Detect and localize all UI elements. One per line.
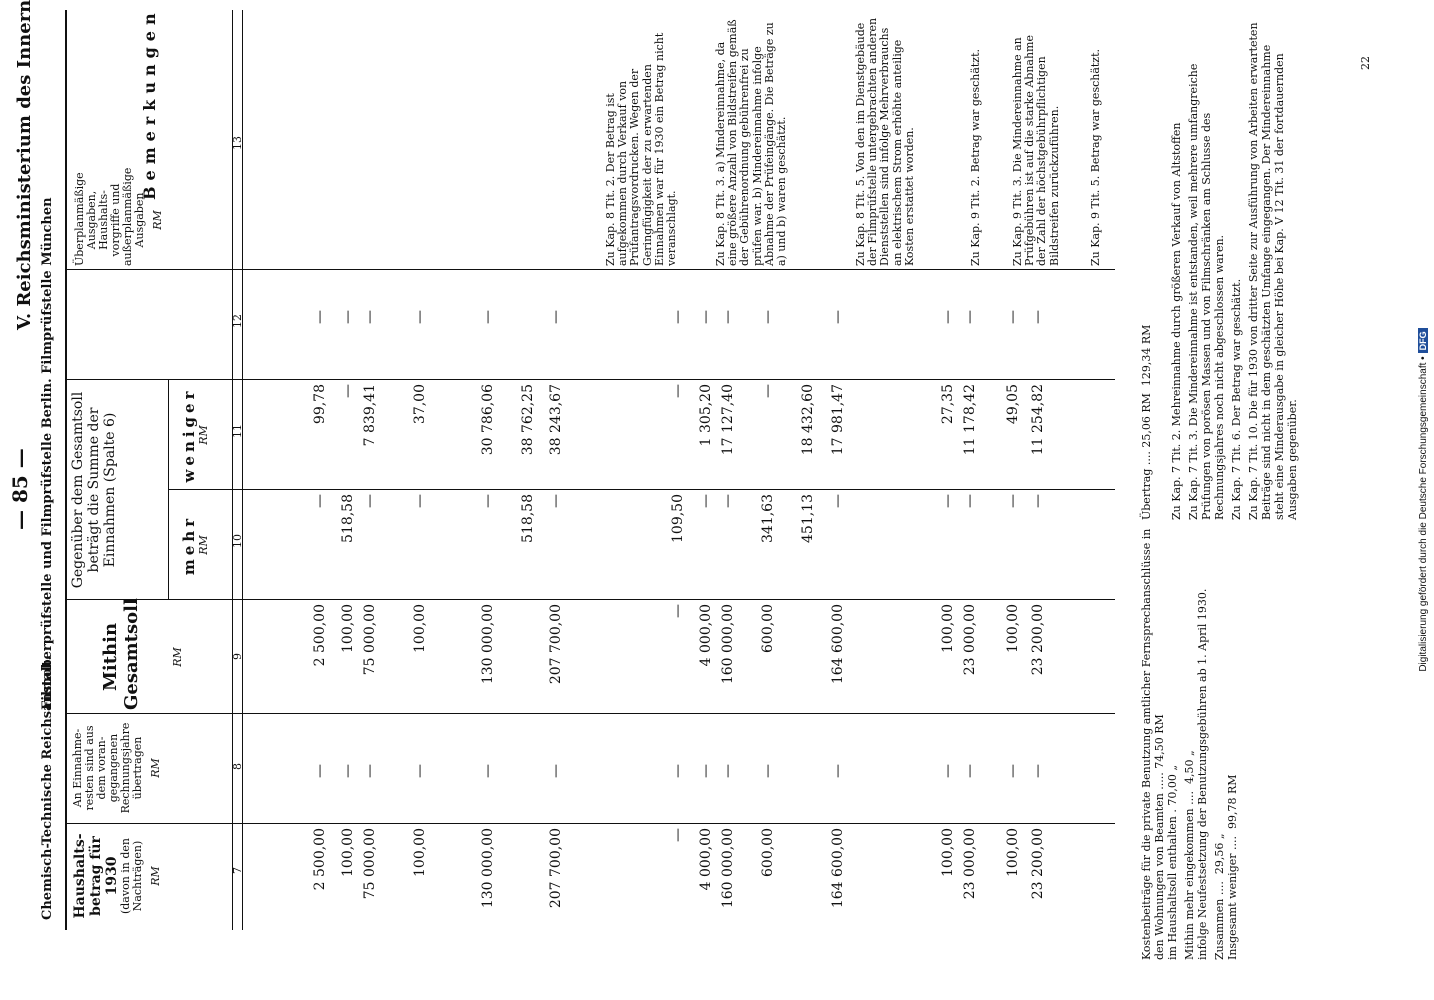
- cell-c9: —: [670, 604, 686, 618]
- cell-c10: 109,50: [670, 494, 686, 543]
- cell-c8: —: [1030, 764, 1046, 778]
- col-line-10-11: [168, 489, 1115, 490]
- colnum-7: 7: [231, 867, 244, 874]
- col-line-8-9: [65, 713, 1115, 714]
- cell-c11: 11 254,82: [1030, 384, 1046, 456]
- col10-header: mehr RM: [180, 514, 210, 576]
- cell-c11: 38 243,67: [548, 384, 564, 456]
- col8-header: An Einnahme-resten sind aus dem voran-gegangenen Rechnungsjahre übertragen RM: [71, 722, 162, 814]
- footer-right-block: Zu Kap. 7 Tit. 2. Mehreinnahme durch größeren Verkauf von Altstoffen Zu Kap. 7 Tit. 3. Die Mindereinnahme ist entstanden, weil mehrere umfangreiche Prüfungen von porösen Massen und von Filmschränken am Schlusse des Rechnungsjahres noch nicht abgeschlossen waren. Zu Kap. 7 Tit. 6. Der Betrag war geschätzt. Zu Kap. 7 Tit. 10. Die für 1930 von dritter Seite zur Ausführung von Arbeiten erwarteten Beiträge sind nicht in dem geschätzten Umfange eingegangen. Der Mindereinnahme steht eine Minderausgabe in gleicher Höhe bei Kap. V 12 Tit. 31 der fortdauernden Ausgaben gegenüber.: [1170, 22, 1299, 520]
- cell-c10: —: [698, 494, 714, 508]
- cell-c7: 164 600,00: [830, 828, 846, 909]
- cell-c12: —: [312, 310, 328, 324]
- cell-c8: —: [830, 764, 846, 778]
- page-number: — 85 —: [8, 448, 32, 530]
- col7-header: Haushalts-betrag für 1930 (davon in den Nachträgen) RM: [72, 833, 162, 919]
- cell-c7: 4 000,00: [698, 828, 714, 891]
- cell-c7: 600,00: [760, 828, 776, 877]
- cell-c10: 451,13: [800, 494, 816, 543]
- cell-c9: 164 600,00: [830, 604, 846, 685]
- cell-c10: —: [962, 494, 978, 508]
- cell-c10: —: [940, 494, 956, 508]
- cell-c10: —: [1030, 494, 1046, 508]
- col-line-11-12: [65, 379, 1115, 380]
- cell-c7: 23 000,00: [962, 828, 978, 900]
- cell-c9: 2 500,00: [312, 604, 328, 667]
- remark-kap8-tit3: Zu Kap. 8 Tit. 3. a) Mindereinnahme, da eine größere Anzahl von Bildstreifen gemäß der Gebührenordnung gebührenfrei zu prüfen war. b) Mindereinnahme infolge Abnahme der Prüfeingänge. Die Beträge zu a) und b) waren geschätzt.: [714, 19, 789, 266]
- colnum-9: 9: [231, 653, 244, 660]
- cell-c9: 600,00: [760, 604, 776, 653]
- colnum-13: 13: [231, 136, 244, 150]
- cell-c11: 38 762,25: [520, 384, 536, 456]
- cell-c11: 7 839,41: [362, 384, 378, 447]
- footer-left-block: Kostenbeiträge für die private Benutzung amtlicher Fernsprechanschlüsse in den Wohnungen von Beamten ..... 74,50 RM im Haushaltsoll enthalten . 70,00 „ Mithin mehr eingekommen .... 4,50 „ infolge Neufestsetzung der Benutzungsgebühren ab 1. April 1930. Zusammen .... 29,56 „ Insgesamt weniger .... 99,78 RM: [1140, 528, 1239, 960]
- cell-c12: —: [340, 310, 356, 324]
- cell-c11: 30 786,06: [480, 384, 496, 456]
- col-line-7-8: [65, 823, 1115, 824]
- cell-c8: —: [480, 764, 496, 778]
- cell-c8: —: [1005, 764, 1021, 778]
- cell-c8: —: [720, 764, 736, 778]
- cell-c7: 2 500,00: [312, 828, 328, 891]
- cell-c10: —: [412, 494, 428, 508]
- cell-c11: 49,05: [1005, 384, 1021, 425]
- cell-c10: 341,63: [760, 494, 776, 543]
- cell-c11: 17 127,40: [720, 384, 736, 456]
- cell-c10: 518,58: [520, 494, 536, 543]
- cell-c11: 37,00: [412, 384, 428, 425]
- cell-c10: —: [1005, 494, 1021, 508]
- remark-kap8-tit2: Zu Kap. 8 Tit. 2. Der Betrag ist aufgekommen durch Verkauf von Prüfantragsvordrucken. Wegen der Geringfügigkeit der zu erwartenden Einnahmen war für 1930 ein Betrag nicht veranschlagt.: [604, 32, 679, 266]
- cell-c12: —: [1030, 310, 1046, 324]
- cell-c12: —: [698, 310, 714, 324]
- cell-c11: 18 432,60: [800, 384, 816, 456]
- cell-c9: 160 000,00: [720, 604, 736, 685]
- cell-c9: 23 200,00: [1030, 604, 1046, 676]
- remark-kap9-tit3: Zu Kap. 9 Tit. 3. Die Mindereinnahme an Prüfgebühren ist auf die starke Abnahme der Zahl der höchstgebührpflichtigen Bildstreifen zurückzuführen.: [1011, 35, 1061, 266]
- c10-11-split: [168, 380, 169, 600]
- cell-c7: 23 200,00: [1030, 828, 1046, 900]
- cell-c11: —: [340, 384, 356, 398]
- cell-c8: —: [962, 764, 978, 778]
- cell-c11: —: [760, 384, 776, 398]
- cell-c12: —: [670, 310, 686, 324]
- remark-kap9-tit2: Zu Kap. 9 Tit. 2. Betrag war geschätzt.: [969, 48, 982, 266]
- cell-c12: —: [830, 310, 846, 324]
- cell-c9: 100,00: [1005, 604, 1021, 653]
- col-line-12-13: [65, 269, 1115, 270]
- cell-c8: —: [362, 764, 378, 778]
- cell-c9: 23 000,00: [962, 604, 978, 676]
- cell-c10: —: [720, 494, 736, 508]
- header-left-title: Chemisch-Technische Reichsanstalt.: [40, 655, 55, 920]
- cell-c12: —: [760, 310, 776, 324]
- header-right-title: V. Reichsministerium des Innern: [14, 0, 35, 330]
- dfg-note: Digitalisierung gefördert durch die Deutsche Forschungsgemeinschaft •DFG: [1418, 0, 1429, 1000]
- cell-c10: —: [480, 494, 496, 508]
- cell-c9: 100,00: [340, 604, 356, 653]
- cell-c8: —: [760, 764, 776, 778]
- dfg-logo: DFG: [1418, 328, 1428, 353]
- colnum-8: 8: [231, 763, 244, 770]
- cell-c7: 75 000,00: [362, 828, 378, 900]
- colnum-11: 11: [231, 424, 244, 438]
- cell-c10: —: [830, 494, 846, 508]
- col12-header: Überplanmäßige Ausgaben, Haushalts-vorgriffe und außerplanmäßige Ausgaben RM: [73, 167, 164, 266]
- cell-c8: —: [312, 764, 328, 778]
- cell-c7: —: [670, 828, 686, 842]
- colnum-10: 10: [231, 534, 244, 548]
- side-margin: [1418, 0, 1434, 1000]
- footer-page-number: 22: [1359, 56, 1372, 70]
- cell-c12: —: [412, 310, 428, 324]
- footer-uebertrag: Übertrag .... 25,06 RM 129,34 RM: [1140, 324, 1153, 520]
- cell-c10: —: [362, 494, 378, 508]
- cell-c12: —: [720, 310, 736, 324]
- table-top-rule: [65, 10, 67, 930]
- col11-header: weniger RM: [180, 387, 210, 483]
- cell-c11: 99,78: [312, 384, 328, 425]
- cell-c7: 130 000,00: [480, 828, 496, 909]
- remark-kap9-tit5: Zu Kap. 9 Tit. 5. Betrag war geschätzt.: [1089, 48, 1102, 266]
- cell-c7: 100,00: [940, 828, 956, 877]
- col-line-9-10: [65, 599, 1115, 600]
- remark-kap8-tit5: Zu Kap. 8 Tit. 5. Von den im Dienstgebäude der Filmprüfstelle untergebrachten anderen Dienststellen sind infolge Mehrverbrauchs an elektrischem Strom erhöhte anteilige Kosten erstattet worden.: [854, 17, 916, 266]
- col10-11-header: Gegenüber dem Gesamtsoll beträgt die Summe der Einnahmen (Spalte 6): [70, 391, 118, 589]
- cell-c11: 1 305,20: [698, 384, 714, 447]
- cell-c10: 518,58: [340, 494, 356, 543]
- cell-c12: —: [940, 310, 956, 324]
- cell-c10: —: [548, 494, 564, 508]
- cell-c8: —: [698, 764, 714, 778]
- cell-c9: 100,00: [412, 604, 428, 653]
- cell-c12: —: [962, 310, 978, 324]
- cell-c9: 75 000,00: [362, 604, 378, 676]
- cell-c8: —: [340, 764, 356, 778]
- cell-c12: —: [548, 310, 564, 324]
- cell-c9: 130 000,00: [480, 604, 496, 685]
- cell-c11: 27,35: [940, 384, 956, 425]
- cell-c7: 100,00: [340, 828, 356, 877]
- cell-c8: —: [548, 764, 564, 778]
- col13-header: Bemerkungen: [140, 7, 159, 200]
- cell-c12: —: [1005, 310, 1021, 324]
- cell-c9: 4 000,00: [698, 604, 714, 667]
- cell-c9: 100,00: [940, 604, 956, 653]
- cell-c12: —: [480, 310, 496, 324]
- cell-c8: —: [670, 764, 686, 778]
- cell-c10: —: [312, 494, 328, 508]
- header-center-title: Filmoberprüfstelle und Filmprüfstelle Berlin. Filmprüfstelle München: [40, 197, 55, 710]
- cell-c11: 17 981,47: [830, 384, 846, 456]
- colnum-12: 12: [231, 314, 244, 328]
- cell-c8: —: [412, 764, 428, 778]
- cell-c7: 207 700,00: [548, 828, 564, 909]
- cell-c7: 100,00: [412, 828, 428, 877]
- cell-c8: —: [940, 764, 956, 778]
- cell-c11: —: [670, 384, 686, 398]
- cell-c11: 11 178,42: [962, 384, 978, 456]
- cell-c7: 100,00: [1005, 828, 1021, 877]
- cell-c12: —: [362, 310, 378, 324]
- cell-c9: 207 700,00: [548, 604, 564, 685]
- cell-c7: 160 000,00: [720, 828, 736, 909]
- col9-header: Mithin Gesamtsoll RM: [100, 598, 184, 710]
